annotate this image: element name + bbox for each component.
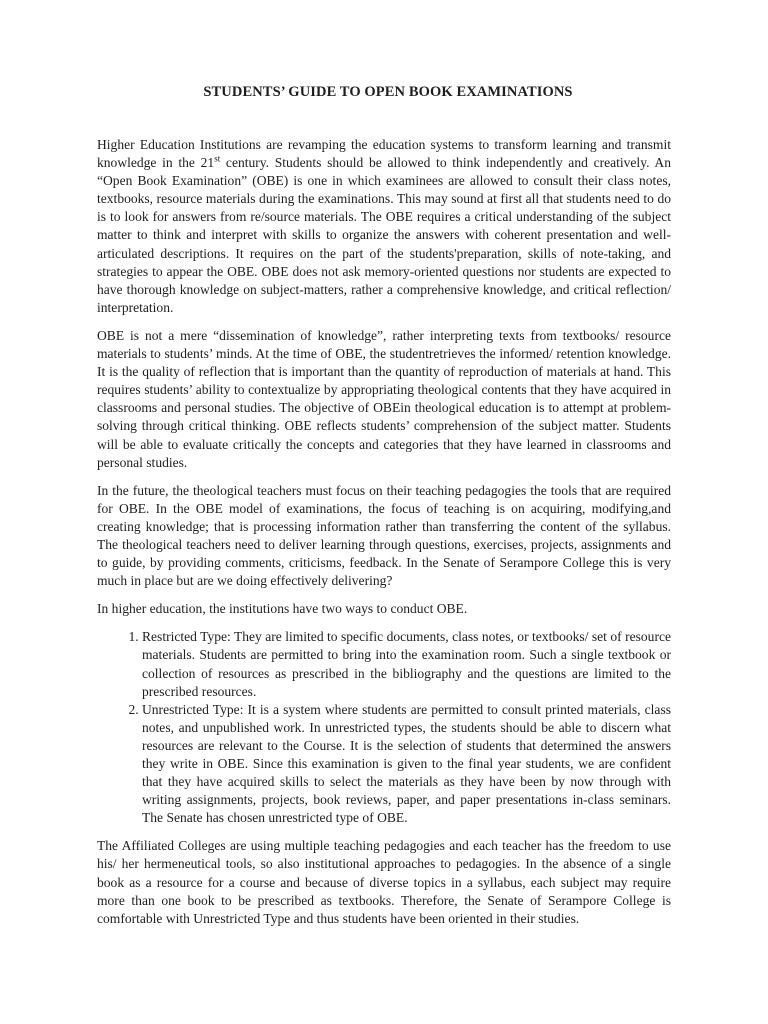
list-item-restricted: 1. Restricted Type: They are limited to specific documents, class notes, or textbooks/ set of resource materials. Students are permitted to bring into the examination room. Such a single textbook or collection of resources as prescribed in the bibliography and the questions are limited to the prescribed resources. — [142, 628, 671, 700]
paragraph-affiliated-colleges: The Affiliated Colleges are using multiple teaching pedagogies and each teacher has the freedom to use his/ her hermeneutical tools, so also institutional approaches to pedagogies. In the absence of a single book as a resource for a course and because of diverse topics in a syllabus, each subject may require more than one book to be prescribed as textbooks. Therefore, the Senate of Serampore College is comfortable with Unrestricted Type and thus students have been oriented in their studies. — [97, 838, 671, 926]
paragraph-obe-definition: OBE is not a mere “dissemination of knowledge”, rather interpreting texts from textbooks/ resource materials to students’ minds. At the time of OBE, the studentretrieves the informed/ retention knowledge. It is the quality of reflection that is important than the quantity of reproduction of materials at hand. This requires students’ ability to contextualize by appropriating theological contents that they have acquired in classrooms and personal studies. The objective of OBEin theological education is to attempt at problem-solving through critical thinking. OBE reflects students’ comprehension of the subject matter. Students will be able to evaluate critically the concepts and categories that they have learned in classrooms and personal studies. — [97, 327, 671, 470]
document-page — [97, 84, 671, 938]
ordinal-superscript: st — [214, 153, 221, 164]
list-item-unrestricted: 2. Unrestricted Type: It is a system where students are permitted to consult printed materials, class notes, and unpublished work. In unrestricted types, the students should be able to discern what resources are relevant to the Course. It is the selection of students that determined the answers they write in OBE. Since this examination is given to the final year students, we are confident that they have acquired skills to select the materials as they have been by now through with writing assignments, projects, book reviews, paper, and paper presentations in-class seminars. The Senate has chosen unrestricted type of OBE. — [142, 701, 671, 828]
paragraph-intro-text-start: Higher Education Institutions are revamping the education systems to transform learning and transmit knowledge in the 21 — [97, 137, 671, 171]
paragraph-intro — [97, 136, 671, 317]
paragraph-intro-text-end: century. Students should be allowed to think independently and creatively. An “Open Book Examination” (OBE) is one in which examinees are allowed to consult their class notes, textbooks, resource materials during the examinations. This may sound at first all that students need to do is to look for answers from re/source materials. The OBE requires a critical understanding of the subject matter to think and interpret with skills to organize the answers with coherent presentation and well-articulated descriptions. It requires on the part of the students'preparation, skills of note-taking, and strategies to appear the OBE. OBE does not ask memory-oriented questions nor students are expected to have thorough knowledge on subject-matters, rather a comprehensive knowledge, and critical reflection/ interpretation. — [97, 155, 671, 315]
obe-types-list — [97, 628, 671, 827]
paragraph-two-ways: In higher education, the institutions have two ways to conduct OBE. — [97, 601, 468, 617]
paragraph-teachers-focus: In the future, the theological teachers must focus on their teaching pedagogies the tools that are required for OBE. In the OBE model of examinations, the focus of teaching is on acquiring, modifying,and creating knowledge; that is processing information rather than transferring the content of the syllabus. The theological teachers need to deliver learning through questions, exercises, projects, assignments and to guide, by providing comments, criticisms, feedback. In the Senate of Serampore College this is very much in place but are we doing effectively delivering? — [97, 482, 671, 589]
document-title: STUDENTS’ GUIDE TO OPEN BOOK EXAMINATIONS — [203, 84, 573, 100]
